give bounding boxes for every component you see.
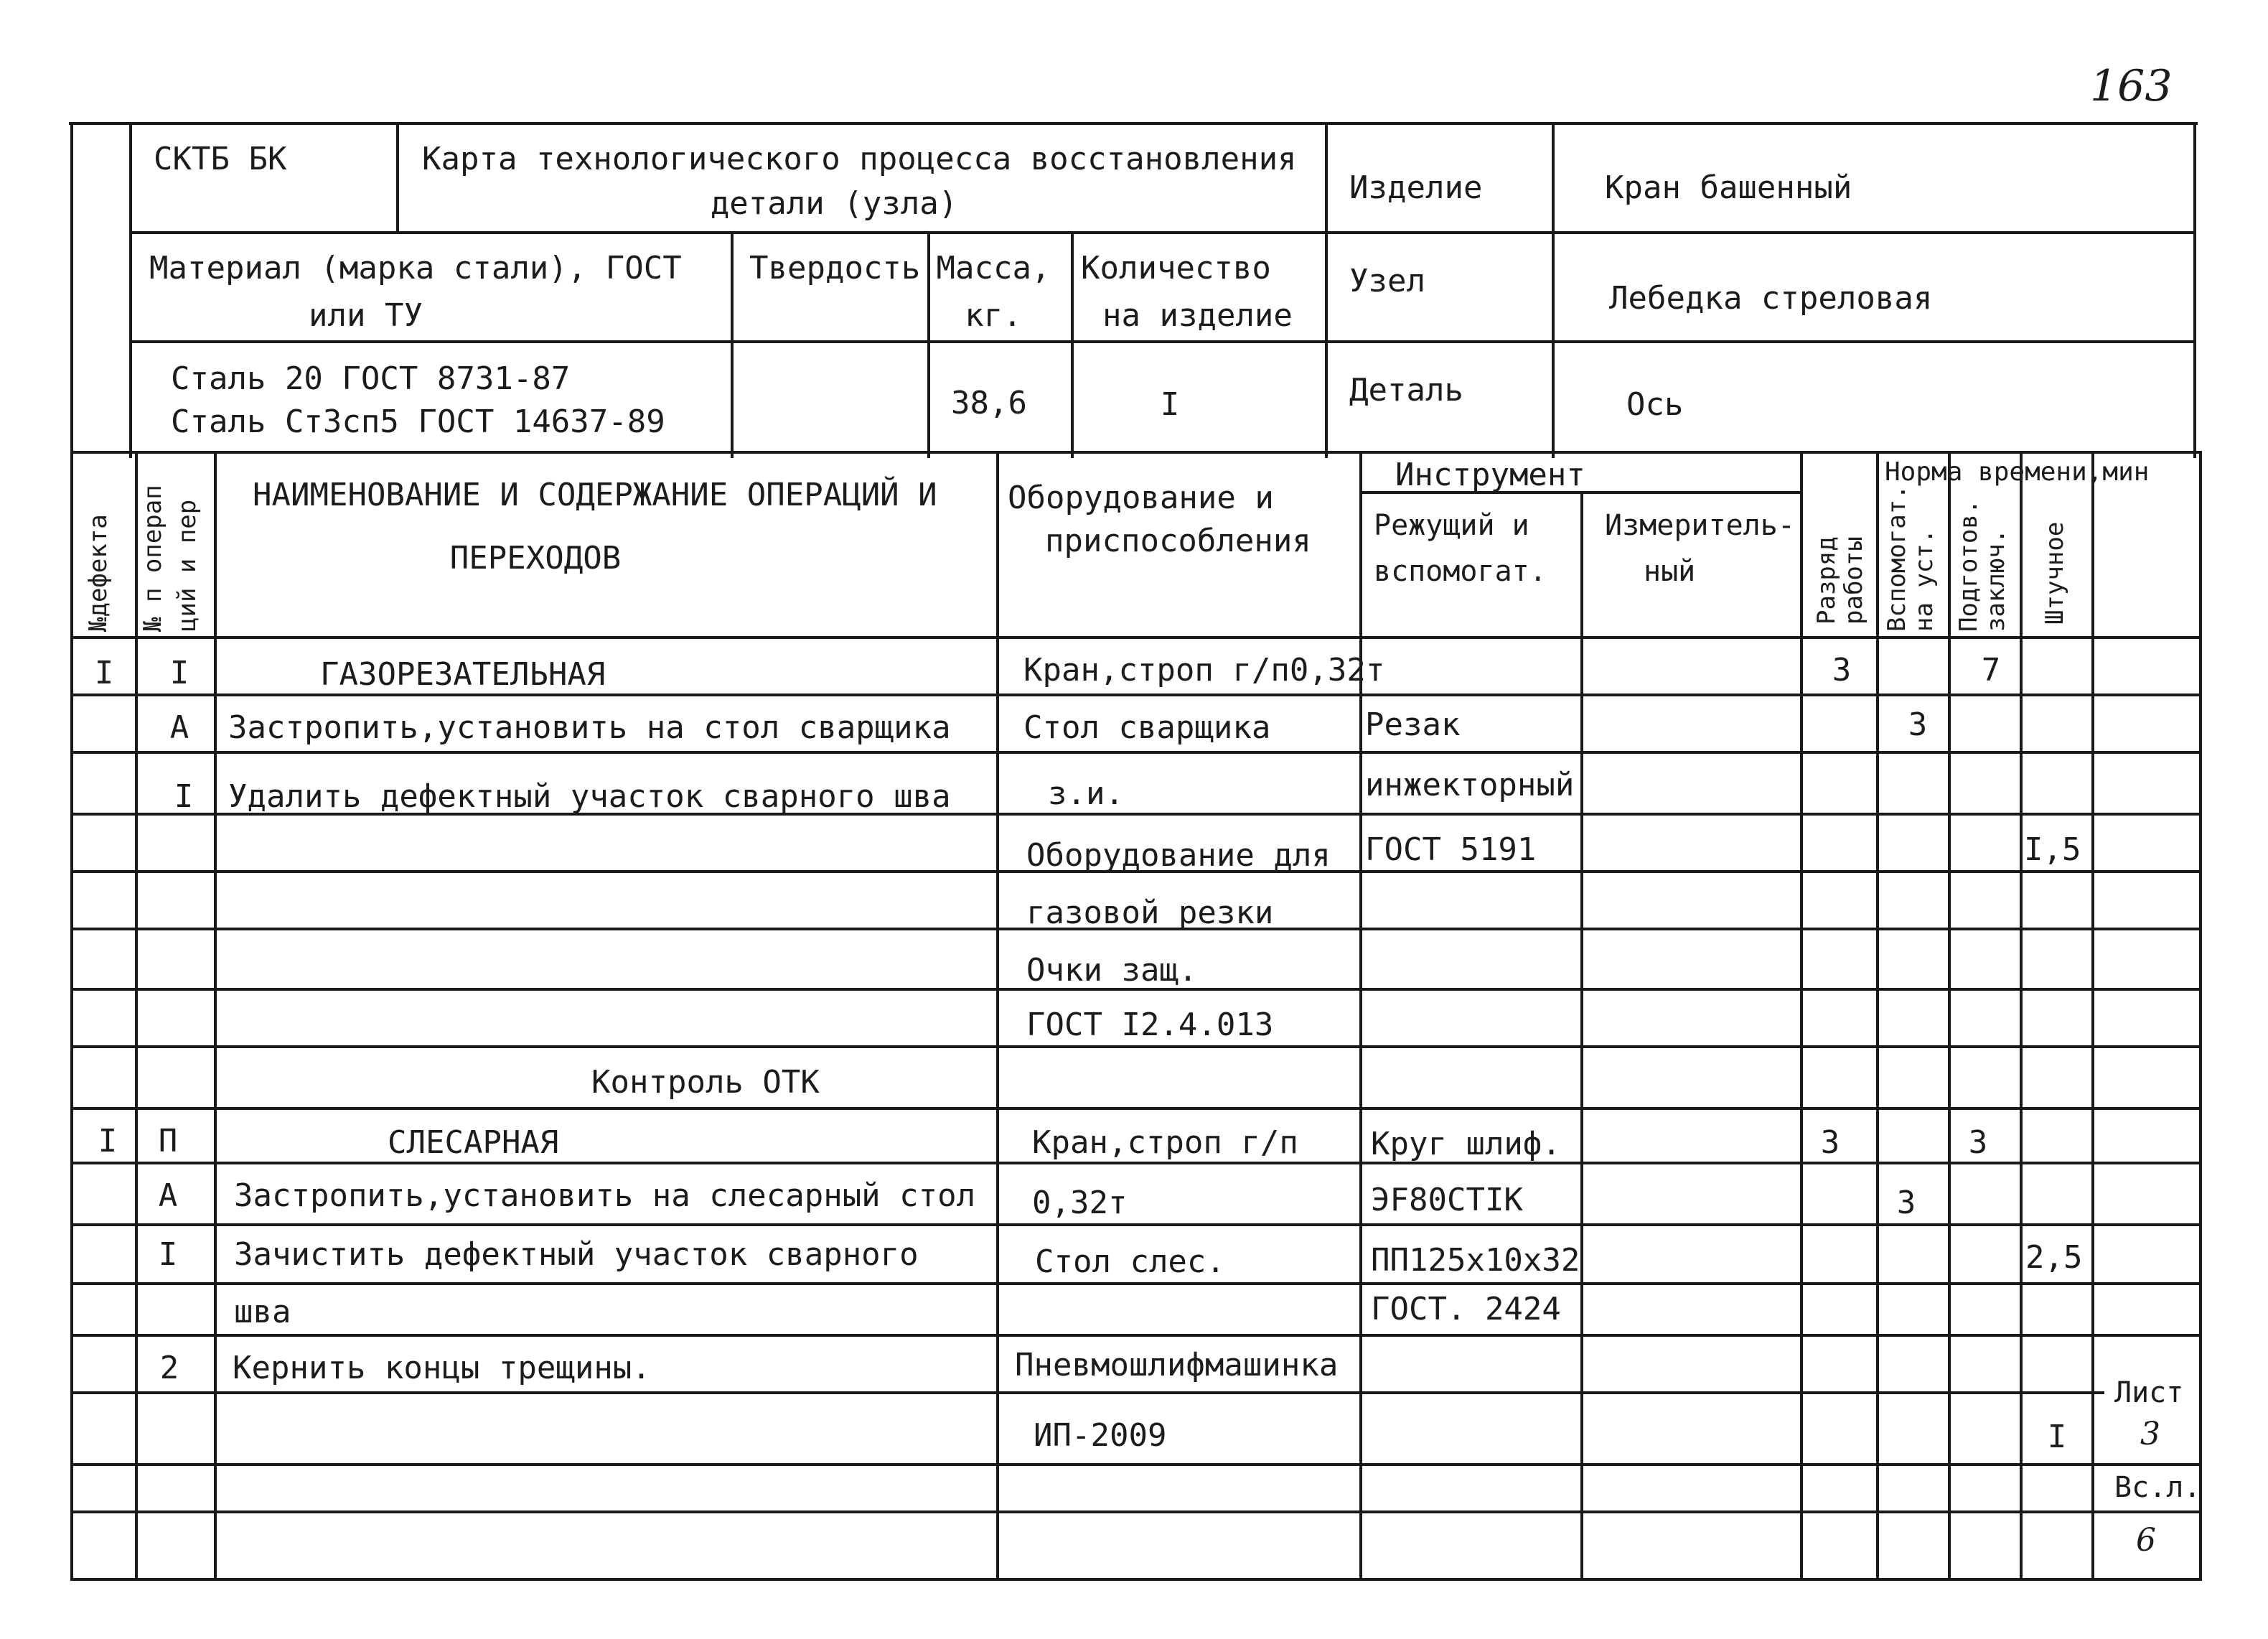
row-tool: ГОСТ. 2424 [1371,1291,1561,1327]
sheet-total-number: 6 [2136,1522,2156,1559]
org-name: СКТБ БК [154,141,287,177]
part-value: Ось [1626,386,1684,423]
row-name: Застропить,установить на слесарный стол [234,1177,976,1214]
row-tool: Круг шлиф. [1371,1126,1561,1162]
material-value-line2: Сталь Ст3сп5 ГОСТ 14637-89 [171,403,665,440]
row-equip: Стол сварщика [1023,709,1271,746]
assembly-label: Узел [1349,263,1425,299]
row-equip: Оборудование для [1026,837,1331,874]
col-header-piece: Штучное [2040,521,2069,625]
material-value-line1: Сталь 20 ГОСТ 8731-87 [171,360,571,397]
row-tool: Резак [1365,706,1461,743]
row-op: А [169,709,189,746]
col-header-equip-line1: Оборудование и [1008,480,1274,516]
col-header-tool-group: Инструмент [1395,457,1585,493]
row-piece: I [2047,1419,2067,1455]
col-header-prep-line2: заключ. [1982,528,2010,632]
row-equip: Кран,строп г/п [1032,1124,1298,1161]
sheet-number: 3 [2140,1416,2160,1452]
row-grade: 3 [1820,1124,1840,1161]
part-label: Деталь [1349,372,1463,408]
material-label-line1: Материал (марка стали), ГОСТ [149,250,682,286]
col-header-grade-line2: работы [1840,536,1868,625]
col-header-cutting-line2: вспомогат. [1374,555,1547,588]
col-header-equip-line2: приспособления [1045,523,1311,559]
mass-label-line2: кг. [965,297,1022,334]
row-name: Контроль ОТК [591,1064,820,1101]
mass-label-line1: Масса, [936,250,1051,286]
row-aux: 3 [1908,706,1928,743]
row-equip: Стол слес. [1035,1243,1225,1280]
row-op: I [169,655,189,691]
row-op: I [174,778,194,815]
material-label-line2: или ТУ [309,297,423,334]
row-equip: газовой резки [1026,895,1274,931]
row-equip: Кран,строп г/п0,32т [1023,652,1385,688]
row-name: Кернить концы трещины. [233,1350,651,1386]
row-equip: 0,32т [1032,1185,1128,1221]
card-title-line2: детали (узла) [710,185,958,222]
hardness-label: Твердость [749,250,921,286]
qty-label-line1: Количество [1081,250,1271,286]
row-name: шва [234,1294,291,1330]
row-tool: ГОСТ 5191 [1365,831,1537,868]
product-value: Кран башенный [1605,169,1852,206]
row-name: Удалить дефектный участок сварного шва [228,778,951,815]
col-header-time-group: Норма времени,мин [1885,457,2150,487]
col-header-measuring-line1: Измеритель- [1605,509,1795,542]
row-tool: инжекторный [1365,767,1575,803]
sheet-label: Лист [2114,1376,2184,1409]
row-defect: I [98,1123,118,1159]
col-header-name-line1: НАИМЕНОВАНИЕ И СОДЕРЖАНИЕ ОПЕРАЦИЙ И [253,477,937,513]
row-tool: ЭF80СТIК [1371,1182,1523,1218]
col-header-aux-line1: Вспомогат. [1883,485,1911,632]
col-header-cutting-line1: Режущий и [1374,509,1529,542]
row-equip: Пневмошлифмашинка [1015,1347,1339,1383]
col-header-op-line2: ций и пер [173,499,202,632]
row-equip: ИП-2009 [1034,1417,1167,1454]
row-aux: 3 [1896,1185,1916,1221]
row-op: 2 [159,1350,179,1386]
col-header-prep-line1: Подготов. [1954,499,1983,632]
col-header-defect: №дефекта [84,514,113,632]
row-tool: ПП125х10х32 [1371,1242,1580,1279]
row-op: I [158,1236,178,1273]
row-equip: Очки защ. [1026,952,1198,989]
row-op: А [158,1177,178,1214]
page-number: 163 [2090,61,2173,111]
row-name: СЛЕСАРНАЯ [388,1124,559,1161]
row-grade: 3 [1832,652,1852,688]
row-name: Застропить,установить на стол сварщика [228,709,951,746]
row-piece: I,5 [2024,831,2081,868]
row-prep: 3 [1968,1124,1988,1161]
row-equip: ГОСТ I2.4.013 [1026,1007,1274,1043]
qty-value: I [1160,386,1180,423]
row-defect: I [94,655,114,691]
row-op: П [158,1123,178,1159]
qty-label-line2: на изделие [1102,297,1293,334]
col-header-grade-line1: Разряд [1812,536,1841,625]
mass-value: 38,6 [951,385,1027,421]
assembly-value: Лебедка стреловая [1609,280,1933,317]
card-title-line1: Карта технологического процесса восстановления [422,141,1297,177]
col-header-measuring-line2: ный [1644,555,1696,588]
product-label: Изделие [1349,169,1483,206]
col-header-name-line2: ПЕРЕХОДОВ [449,540,622,576]
row-name: Зачистить дефектный участок сварного [234,1236,919,1273]
col-header-op-line1: № п операп [139,485,167,632]
sheet-total-label: Вс.л. [2114,1471,2201,1504]
row-piece: 2,5 [2025,1239,2083,1276]
row-name: ГАЗОРЕЗАТЕЛЬНАЯ [320,656,606,693]
col-header-aux-line2: на уст. [1910,528,1939,632]
row-prep: 7 [1981,652,2001,688]
row-equip: з.и. [1048,775,1124,812]
